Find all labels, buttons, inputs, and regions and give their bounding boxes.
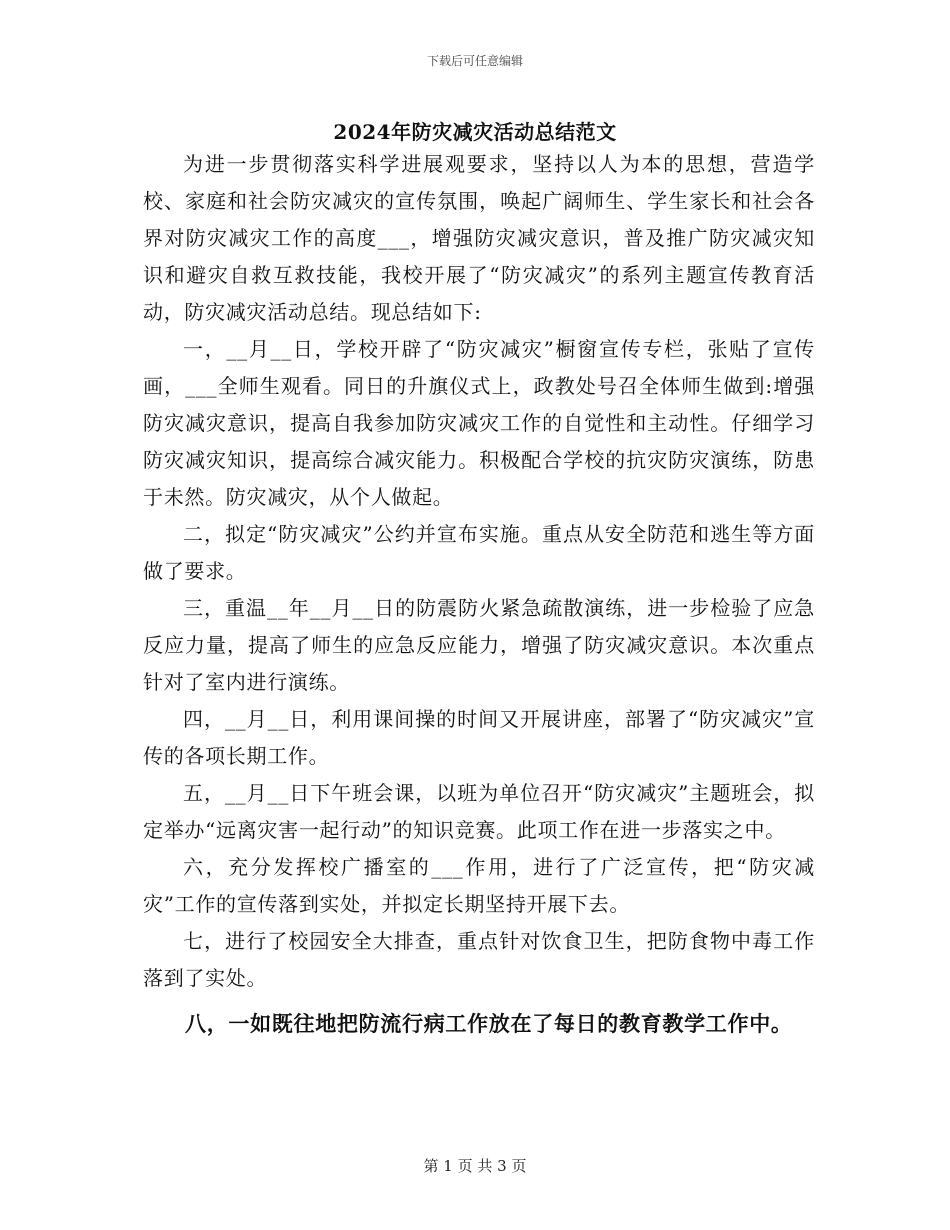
paragraph-item-3: 三，重温__年__月__日的防震防火紧急疏散演练，进一步检验了应急反应力量，提高了师生的应急反应能力，增强了防灾减灾意识。本次重点针对了室内进行演练。 [143,596,815,694]
paragraph-item-7: 七，进行了校园安全大排查，重点针对饮食卫生，把防食物中毒工作落到了实处。 [143,929,815,990]
document-title: 2024年防灾减灾活动总结范文 [333,120,617,144]
paragraph-item-8: 八，一如既往地把防流行病工作放在了每日的教育教学工作中。 [185,1011,793,1036]
page-number: 第 1 页 共 3 页 [423,1157,527,1175]
document-body [143,146,815,1042]
paragraph-item-2: 二，拟定“防灾减灾”公约并宣布实施。重点从安全防范和逃生等方面做了要求。 [143,522,815,583]
paragraph-item-4: 四，__月__日，利用课间操的时间又开展讲座，部署了“防灾减灾”宣传的各项长期工作。 [143,707,815,768]
paragraph-item-6: 六，充分发挥校广播室的___作用，进行了广泛宣传，把“防灾减灾”工作的宣传落到实处，并拟定长期坚持开展下去。 [143,855,815,916]
paragraph-item-5: 五，__月__日下午班会课，以班为单位召开“防灾减灾”主题班会，拟定举办“远离灾害一起行动”的知识竞赛。此项工作在进一步落实之中。 [143,781,815,842]
header-note: 下载后可任意编辑 [426,54,523,68]
paragraph-intro: 为进一步贯彻落实科学进展观要求，坚持以人为本的思想，营造学校、家庭和社会防灾减灾的宣传氛围，唤起广阔师生、学生家长和社会各界对防灾减灾工作的高度___，增强防灾减灾意识，普及推广防灾减灾知识和避灾自救互救技能，我校开展了“防灾减灾”的系列主题宣传教育活动，防灾减灾活动总结。现总结如下: [143,152,815,324]
paragraph-item-1: 一，__月__日，学校开辟了“防灾减灾”橱窗宣传专栏，张贴了宣传画，___全师生观看。同日的升旗仪式上，政教处号召全体师生做到:增强防灾减灾意识，提高自我参加防灾减灾工作的自觉性和主动性。仔细学习防灾减灾知识，提高综合减灾能力。积极配合学校的抗灾防灾演练，防患于未然。防灾减灾，从个人做起。 [143,337,815,509]
